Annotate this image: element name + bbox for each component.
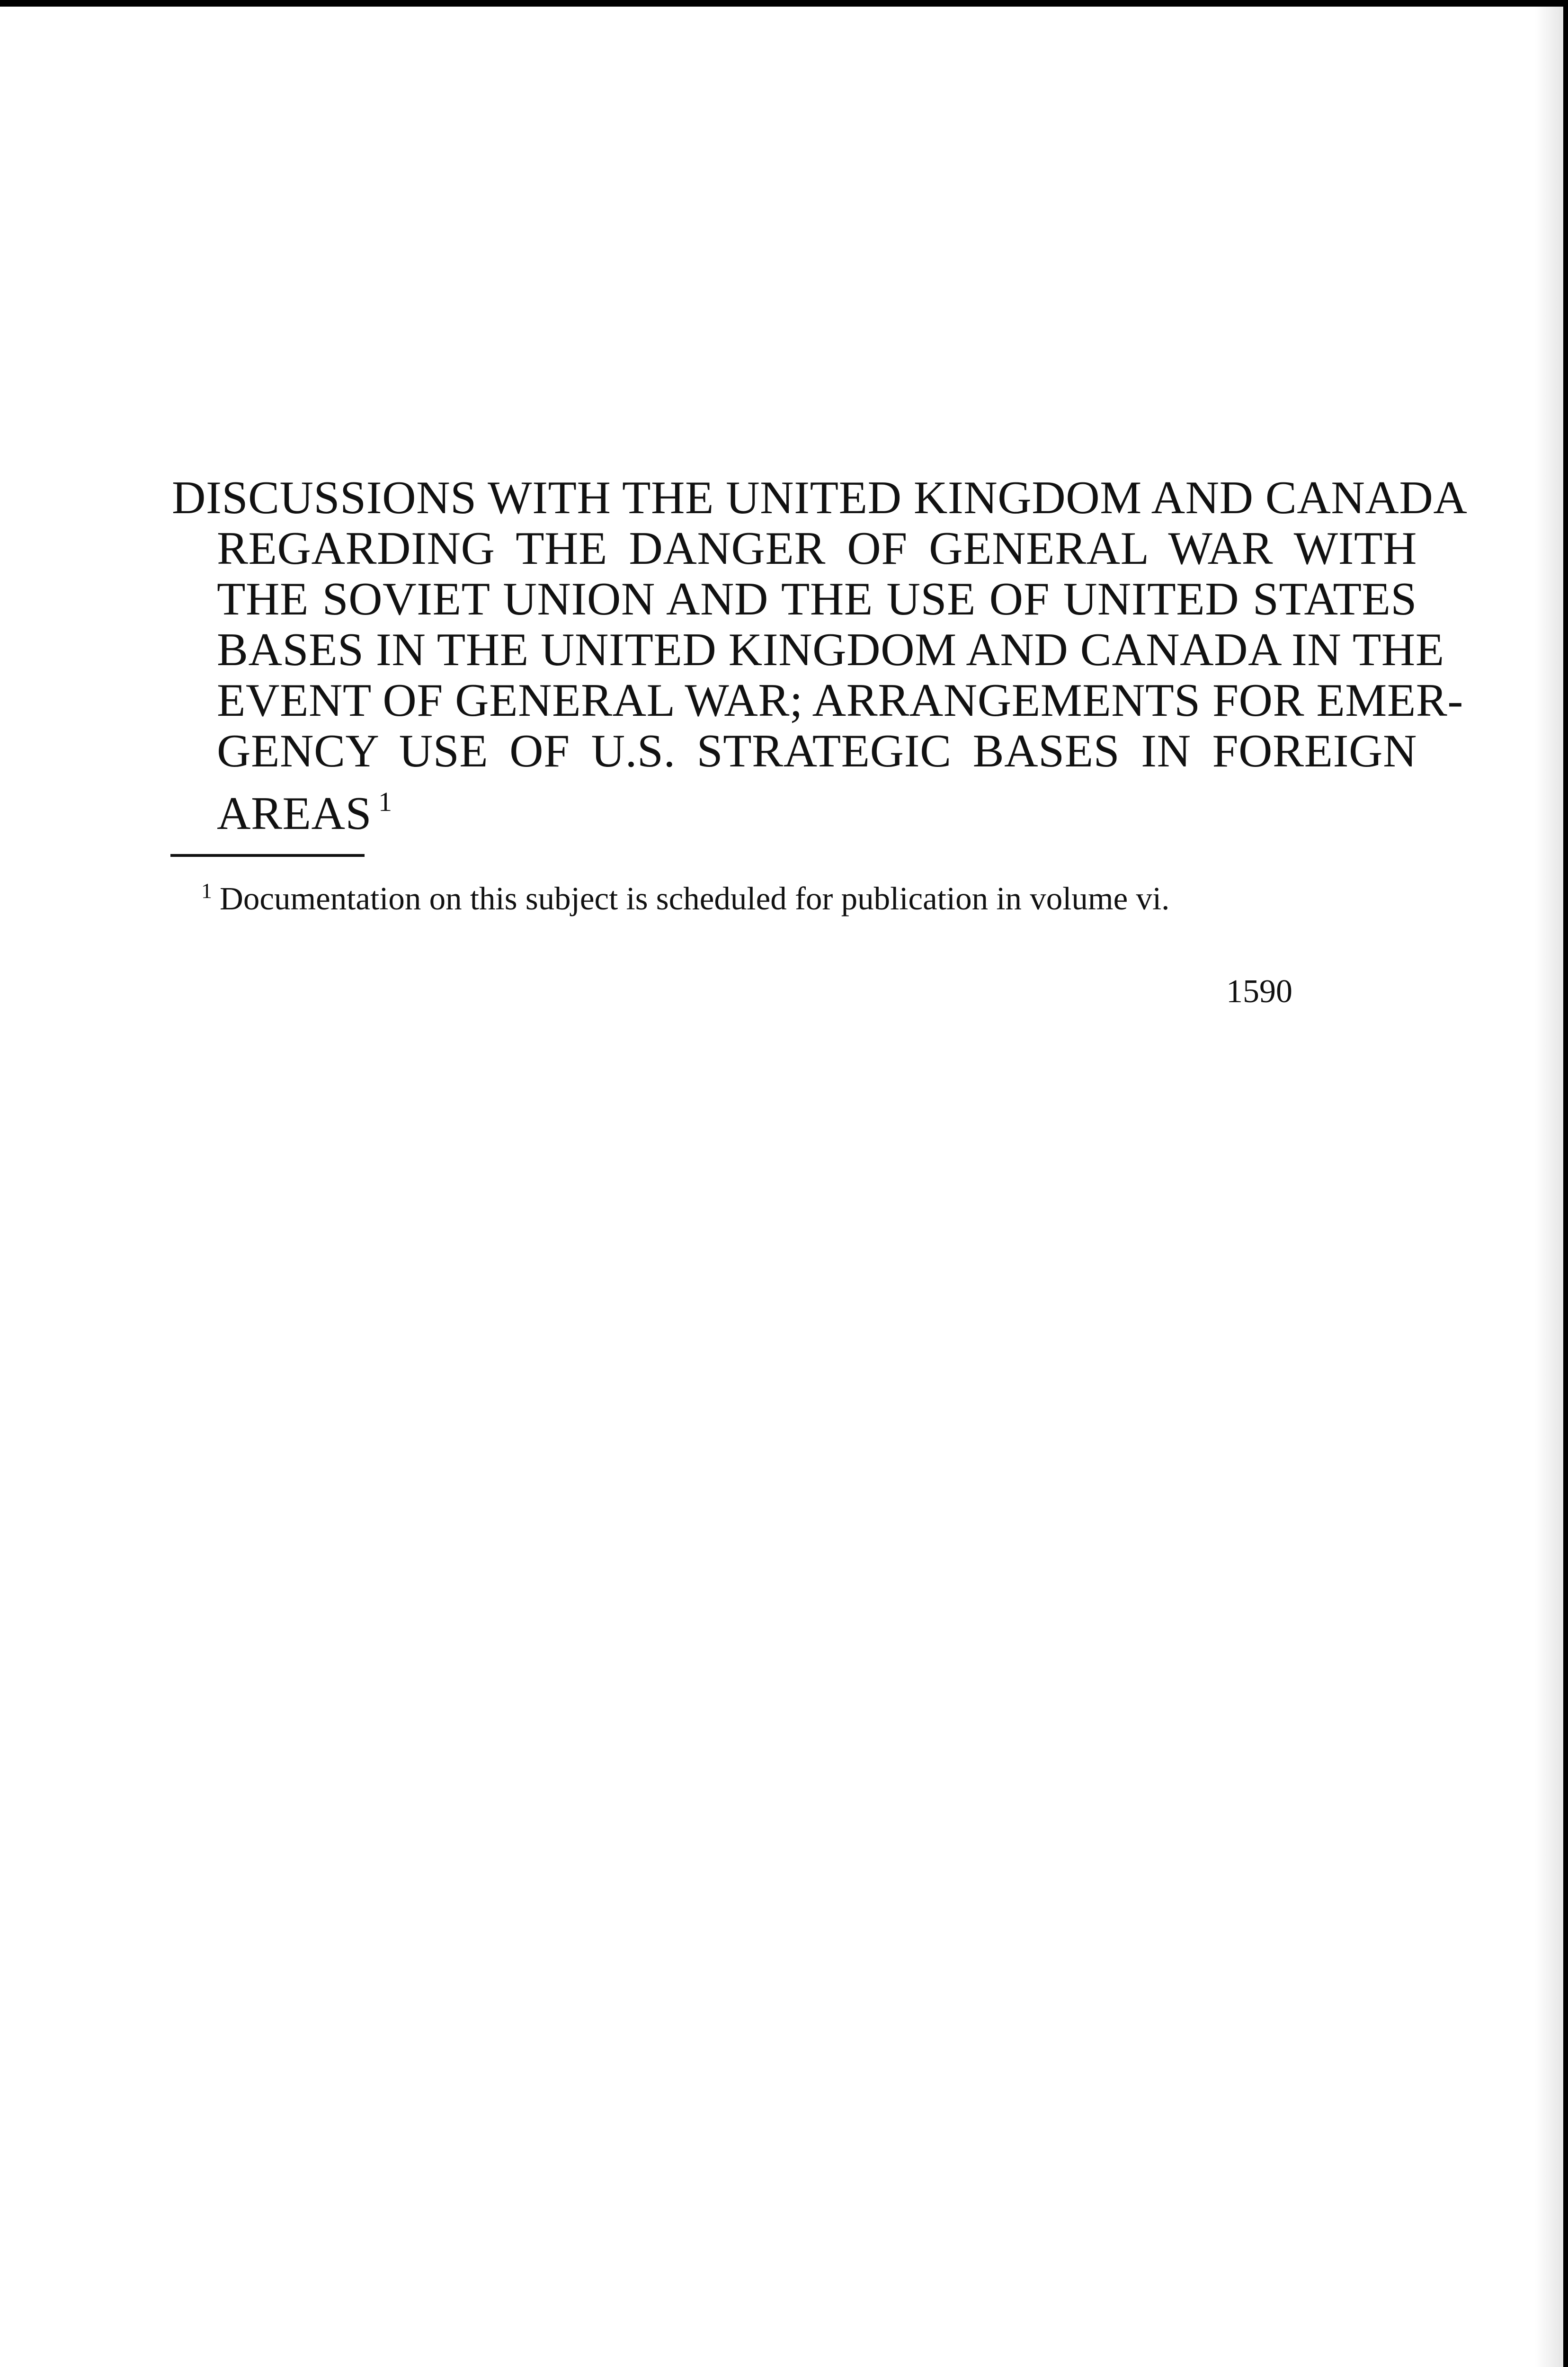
heading-line-last [172,776,1417,839]
scan-edge-top [0,0,1568,7]
scan-edge-right [1563,0,1568,2367]
heading-line: GENCY USE OF U.S. STRATEGIC BASES IN FOREIGN [217,725,1417,777]
footnote-text: Documentation on this subject is scheduled for publication in volume vi. [220,881,1170,917]
scan-edge-shadow [1535,0,1563,2367]
footnote-divider [170,854,365,857]
heading-line: THE SOVIET UNION AND THE USE OF UNITED STATES [217,573,1417,625]
heading-line: EVENT OF GENERAL WAR; ARRANGEMENTS FOR EMER- [217,675,1463,726]
heading-line: REGARDING THE DANGER OF GENERAL WAR WITH [217,523,1417,574]
heading-line: BASES IN THE UNITED KINGDOM AND CANADA IN THE [217,624,1444,676]
page-number: 1590 [1226,973,1292,1010]
footnote-reference[interactable]: 1 [378,786,392,817]
document-heading [172,472,1468,839]
footnote [201,871,1169,918]
heading-line: DISCUSSIONS WITH THE UNITED KINGDOM AND CANADA [172,472,1468,524]
footnote-number: 1 [201,879,212,903]
heading-line-text: AREAS [217,788,372,839]
